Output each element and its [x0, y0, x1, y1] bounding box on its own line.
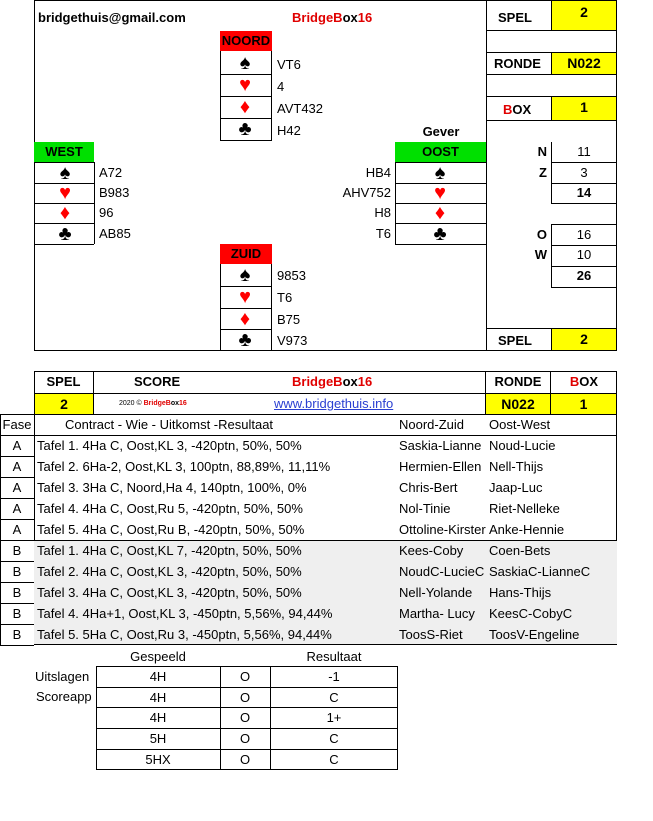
zuid-hearts: T6 — [277, 290, 293, 305]
resultaat-cell: C — [329, 751, 339, 767]
box-label: BOX — [503, 102, 532, 117]
diamond-icon: ♦ — [434, 202, 446, 224]
noord-hearts: 4 — [277, 79, 285, 94]
col-nz: Noord-Zuid — [399, 417, 465, 432]
contract-cell: Tafel 2. 6Ha-2, Oost,KL 3, 100ptn, 88,89%, 11,11% — [37, 459, 331, 474]
oost-hearts: AHV752 — [342, 185, 391, 200]
heart-icon: ♥ — [239, 286, 251, 308]
oost-label: OOST — [395, 142, 486, 162]
west-diamonds: 96 — [99, 205, 114, 220]
z-label: Z — [539, 165, 547, 180]
declarer-cell: O — [239, 710, 251, 726]
resultaat-cell: -1 — [328, 669, 340, 684]
heart-icon: ♥ — [59, 182, 71, 204]
scoreapp-label: Scoreapp — [36, 689, 92, 704]
spade-icon: ♠ — [434, 162, 446, 184]
club-icon: ♣ — [238, 118, 252, 140]
declarer-cell: O — [239, 689, 251, 705]
ow-pair-cell: Hans-Thijs — [489, 585, 552, 600]
spade-icon: ♠ — [239, 52, 251, 74]
zuid-diamonds: B75 — [277, 312, 301, 327]
o-value: 16 — [576, 227, 592, 242]
zuid-spades: 9853 — [277, 268, 306, 283]
score-ronde-value: N022 — [486, 394, 550, 414]
oost-clubs: T6 — [375, 226, 391, 241]
oost-spades: HB4 — [365, 165, 391, 180]
diamond-icon: ♦ — [239, 308, 251, 330]
nz-pair-cell: ToosS-Riet — [399, 627, 463, 642]
email: bridgethuis@gmail.com — [38, 10, 186, 25]
west-spades: A72 — [99, 165, 123, 180]
spel-value-bottom: 2 — [552, 329, 616, 350]
col-fase: Fase — [2, 417, 32, 432]
nz-pair-cell: Hermien-Ellen — [399, 459, 482, 474]
fase-cell: B — [12, 543, 22, 558]
contract-cell: Tafel 4. 4Ha C, Oost,Ru 5, -420ptn, 50%, 50% — [37, 501, 303, 516]
copyright: 2020 © BridgeBox16 — [119, 400, 187, 407]
heart-icon: ♥ — [434, 182, 446, 204]
contract-cell: Tafel 5. 4Ha C, Oost,Ru B, -420ptn, 50%, 50% — [37, 522, 305, 537]
n-value: 11 — [577, 144, 591, 159]
ow-pair-cell: Nell-Thijs — [489, 459, 544, 474]
box-value: 1 — [552, 97, 616, 120]
col-resultaat: Resultaat — [306, 649, 362, 664]
ow-pair-cell: SaskiaC-LianneC — [489, 564, 591, 579]
oost-diamonds: H8 — [374, 205, 391, 220]
n-label: N — [537, 144, 547, 159]
score-brand-title: BridgeBox16 — [292, 374, 373, 389]
col-gespeeld: Gespeeld — [130, 649, 186, 664]
west-clubs: AB85 — [99, 226, 131, 241]
fase-cell: A — [12, 480, 22, 495]
contract-cell: Tafel 4. 4Ha+1, Oost,KL 3, -450ptn, 5,56%, 94,44% — [37, 606, 333, 621]
noord-clubs: H42 — [277, 123, 301, 138]
declarer-cell: O — [239, 669, 251, 684]
ow-pair-cell: Riet-Nelleke — [489, 501, 560, 516]
score-box-value: 1 — [551, 394, 616, 414]
ronde-label: RONDE — [494, 56, 541, 71]
zuid-label: ZUID — [220, 244, 272, 264]
o-label: O — [536, 227, 547, 242]
resultaat-cell: C — [329, 689, 339, 705]
fase-cell: B — [12, 606, 22, 621]
contract-cell: Tafel 2. 4Ha C, Oost,KL 3, -420ptn, 50%, 50% — [37, 564, 302, 579]
spel-label: SPEL — [498, 10, 532, 25]
ow-pair-cell: Noud-Lucie — [489, 438, 556, 453]
gespeeld-cell: 4H — [149, 669, 167, 684]
contract-cell: Tafel 3. 4Ha C, Oost,KL 3, -420ptn, 50%, 50% — [37, 585, 302, 600]
resultaat-cell: 1+ — [326, 710, 342, 726]
club-icon: ♣ — [433, 223, 447, 245]
club-icon: ♣ — [58, 223, 72, 245]
nz-pair-cell: Nell-Yolande — [399, 585, 473, 600]
noord-diamonds: AVT432 — [277, 101, 324, 116]
declarer-cell: O — [239, 751, 251, 767]
noord-label: NOORD — [220, 31, 272, 51]
spel-value: 2 — [552, 1, 616, 30]
ow-pair-cell: Jaap-Luc — [489, 480, 543, 495]
nz-pair-cell: Nol-Tinie — [399, 501, 451, 516]
diamond-icon: ♦ — [59, 202, 71, 224]
nz-pair-cell: Kees-Coby — [399, 543, 464, 558]
nz-pair-cell: NoudC-LucieC — [399, 564, 485, 579]
spade-icon: ♠ — [59, 162, 71, 184]
declarer-cell: O — [239, 731, 251, 747]
nz-pair-cell: Ottoline-Kirster — [399, 522, 486, 537]
spel-label-bottom: SPEL — [498, 333, 532, 348]
ow-pair-cell: Coen-Bets — [489, 543, 551, 558]
ow-pair-cell: Anke-Hennie — [489, 522, 565, 537]
w-value: 10 — [576, 247, 592, 262]
west-hearts: B983 — [99, 185, 130, 200]
score-ronde-label: RONDE — [494, 374, 542, 389]
heart-icon: ♥ — [239, 74, 251, 96]
diamond-icon: ♦ — [239, 96, 251, 118]
z-value: 3 — [580, 165, 588, 180]
gespeeld-cell: 5HX — [145, 751, 171, 767]
w-label: W — [534, 247, 547, 262]
contract-cell: Tafel 5. 5Ha C, Oost,Ru 3, -450ptn, 5,56%, 94,44% — [37, 627, 332, 642]
nz-total: 14 — [576, 185, 592, 200]
ronde-value: N022 — [552, 53, 616, 74]
score-spel-value: 2 — [35, 394, 93, 414]
score-label: SCORE — [134, 374, 181, 389]
nz-pair-cell: Chris-Bert — [399, 480, 458, 495]
noord-spades: VT6 — [277, 57, 301, 72]
resultaat-cell: C — [329, 731, 339, 747]
fase-cell: A — [12, 522, 22, 537]
contract-cell: Tafel 1. 4Ha C, Oost,KL 7, -420ptn, 50%, 50% — [37, 543, 302, 558]
fase-cell: B — [12, 585, 22, 600]
contract-cell: Tafel 1. 4Ha C, Oost,KL 3, -420ptn, 50%, 50% — [37, 438, 302, 453]
contract-cell: Tafel 3. 3Ha C, Noord,Ha 4, 140ptn, 100%, 0% — [37, 480, 307, 495]
fase-cell: A — [12, 438, 22, 453]
score-spel-label: SPEL — [46, 374, 81, 389]
gespeeld-cell: 4H — [149, 710, 167, 726]
gespeeld-cell: 4H — [149, 689, 167, 705]
ow-pair-cell: ToosV-Engeline — [489, 627, 580, 642]
zuid-clubs: V973 — [277, 333, 308, 348]
ow-pair-cell: KeesC-CobyC — [489, 606, 573, 621]
fase-cell: A — [12, 459, 22, 474]
col-contract: Contract - Wie - Uitkomst -Resultaat — [65, 417, 274, 432]
fase-cell: B — [12, 564, 22, 579]
fase-cell: A — [12, 501, 22, 516]
gespeeld-cell: 5H — [149, 731, 167, 747]
club-icon: ♣ — [238, 329, 252, 351]
ow-total: 26 — [576, 268, 592, 283]
nz-pair-cell: Martha- Lucy — [399, 606, 475, 621]
website-link[interactable]: www.bridgethuis.info — [274, 396, 394, 411]
west-label: WEST — [34, 142, 94, 162]
score-box-label: BOX — [569, 374, 599, 389]
gever-label: Gever — [422, 124, 460, 139]
uitslagen-label: Uitslagen — [35, 669, 90, 684]
spade-icon: ♠ — [239, 264, 251, 286]
fase-cell: B — [12, 627, 22, 642]
brand-title: BridgeBox16 — [292, 10, 373, 25]
col-ow: Oost-West — [489, 417, 551, 432]
nz-pair-cell: Saskia-Lianne — [399, 438, 482, 453]
